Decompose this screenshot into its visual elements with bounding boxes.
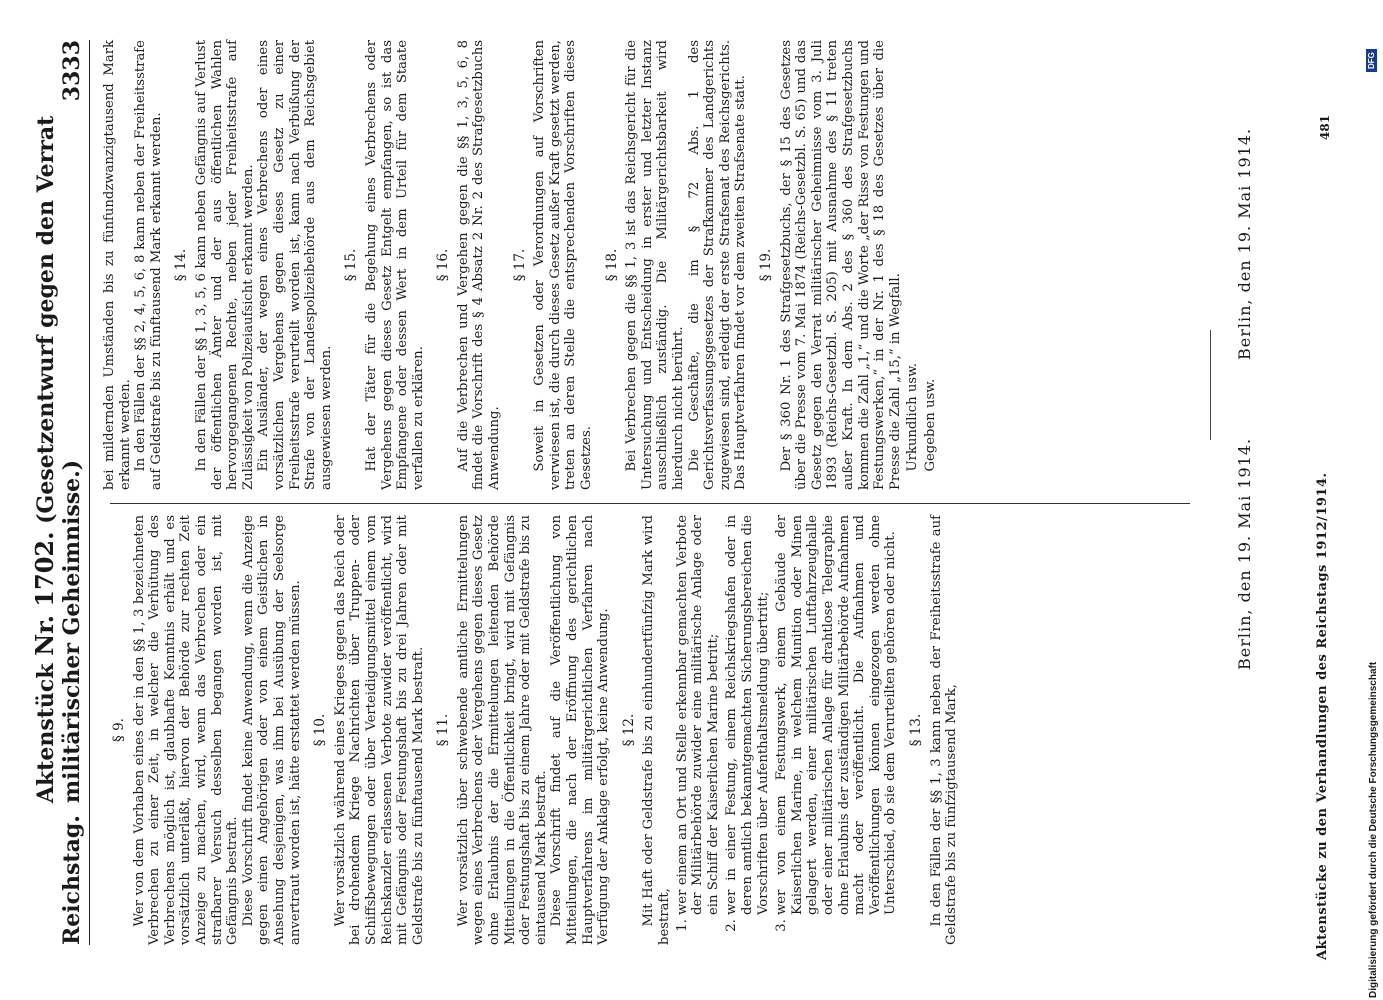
column-divider (110, 503, 1190, 504)
paragraph: Hat der Täter für die Begehung eines Verbrechens oder Vergehens gegen dieses Gesetz Entgelt empfangen, so ist das Empfangene oder dessen Wert in dem Urteil für dem Staate verfallen zu erklären. (363, 40, 426, 490)
page-header (30, 40, 90, 945)
paragraph: Auf die Verbrechen und Vergehen gegen die §§ 1, 3, 5, 6, 8 findet die Vorschrift des § 4 Absatz 2 Nr. 2 des Strafgesetzbuchs Anwendung. (455, 40, 503, 490)
paragraph: Soweit in Gesetzen oder Verordnungen auf Vorschriften verwiesen ist, die durch dieses Gesetz außer Kraft gesetzt werden, treten an deren Stelle die entsprechenden Vorschriften dieses Gesetzes. (532, 40, 595, 490)
section-heading: § 16. (435, 248, 452, 282)
section-heading: § 15. (343, 248, 360, 282)
dfg-logo: DFG (1366, 49, 1377, 72)
section-heading: § 18. (603, 248, 620, 282)
footer-collection-title: Aktenstücke zu den Verhandlungen des Reichstags 1912/1914. (1315, 472, 1330, 960)
numbered-list (675, 515, 899, 945)
right-column (102, 40, 939, 490)
digitization-note: Digitalisierung gefördert durch die Deutsche Forschungsgemeinschaft (1368, 661, 1379, 998)
section-heading: § 13. (907, 713, 924, 747)
section-heading: § 17. (511, 248, 528, 282)
paragraph: Die Geschäfte, die im § 72 Abs. 1 des Gerichtsverfassungsgesetzes der Strafkammer des Landgerichts zugewiesen sind, erledigt der erste Strafsenat des Reichsgerichts. Das Hauptverfahren findet vor dem zweiten Strafsenate statt. (686, 40, 749, 490)
left-column (102, 515, 960, 945)
signoff-line: Gegeben usw. (922, 378, 938, 472)
paragraph: Wer von dem Vorhaben eines der in den §§ 1, 3 bezeichneten Verbrechen zu einer Zeit, in welcher die Verhütung des Verbrechens möglich ist, glaubhafte Kenntnis erhält und es vorsätzlich unterläßt, hiervon der Behörde zur rechten Zeit Anzeige zu machen, wird, wenn das Verbrechen oder ein strafbarer Versuch desselben begangen worden ist, mit Gefängnis bestraft. (131, 515, 241, 945)
dateline-right: Berlin, den 19. Mai 1914. (1235, 127, 1254, 360)
section-heading: § 9. (111, 718, 127, 742)
paragraph: bei mildernden Umständen bis zu fünfundzwanzigtausend Mark erkannt werden. (102, 40, 133, 490)
signoff-line: Urkundlich usw. (905, 363, 921, 472)
footer-page-number: 481 (1318, 114, 1332, 140)
header-number: Nr. 1702. (30, 531, 59, 656)
paragraph: In den Fällen der §§ 1, 3, 5, 6 kann neben Gefängnis auf Verlust der öffentlichen Ämter und der aus öffentlichen Wahlen hervorgegangenen Rechte, neben jeder Freiheitsstrafe auf Zulässigkeit von Polizeiaufsicht erkannt werden. (193, 40, 256, 490)
header-left: Reichstag. (59, 815, 85, 945)
paragraph: Wer vorsätzlich während eines Krieges gegen das Reich oder bei drohendem Kriege Nachrichten über Truppen- oder Schiffsbewegungen oder über Verteidigungsmittel einem vom Reichskanzler erlassenen Verbote zuwider veröffentlicht, wird mit Gefängnis oder Festungshaft bis zu drei Jahren oder mit Geldstrafe bis zu fünftausend Mark bestraft. (332, 515, 426, 945)
section-heading: § 12. (620, 713, 637, 747)
list-item: 1. wer einem an Ort und Stelle erkennbar gemachten Verbote der Militärbehörde zuwider eine militärische Anlage oder ein Schiff der Kaiserlichen Marine betritt; (675, 515, 722, 915)
header-title-rest: (Gesetzentwurf gegen den Verrat militärischer Geheimnisse.) (33, 115, 85, 804)
paragraph: Diese Vorschrift findet auf die Veröffentlichung von Mitteilungen, die nach der Eröffnung des gerichtlichen Hauptverfahrens im militärgerichtlichen Verfahren nach Verfügung der Anklage erfolgt, keine Anwendung. (549, 515, 612, 945)
header-page-number: 3333 (59, 40, 85, 102)
section-heading: § 10. (312, 713, 329, 747)
short-rule (1210, 330, 1211, 440)
paragraph: In den Fällen der §§ 2, 4, 5, 6, 8 kann neben der Freiheitsstrafe auf Geldstrafe bis zu fünftausend Mark erkannt werden. (133, 40, 164, 490)
paragraph: Diese Vorschrift findet keine Anwendung, wenn die Anzeige gegen einen Angehörigen oder von einem Geistlichen in Ansehung desjenigen, was ihm bei Ausübung der Seelsorge anvertraut worden ist, hätte erstattet werden müssen. (240, 515, 303, 945)
header-title (30, 101, 85, 815)
list-item: 2. wer in einer Festung, einem Reichskriegshafen oder in deren amtlich bekanntgemachten Sicherungsbereichen die Vorschriften über Aufenthaltsmeldung übertritt; (724, 515, 771, 915)
paragraph: Mit Haft oder Geldstrafe bis zu einhundertfünfzig Mark wird bestraft, (641, 515, 672, 945)
paragraph: In den Fällen der §§ 1, 3 kann neben der Freiheitsstrafe auf Geldstrafe bis zu fünfzigtausend Mark, (928, 515, 960, 945)
paragraph: Wer vorsätzlich über schwebende amtliche Ermittelungen wegen eines Verbrechens oder Vergehens gegen dieses Gesetz ohne Erlaubnis der die Ermittelungen leitenden Behörde Mitteilungen in die Öffentlichkeit bringt, wird mit Gefängnis oder Festungshaft bis zu einem Jahre oder mit Geldstrafe bis zu eintausend Mark bestraft. (455, 515, 549, 945)
header-title-prefix: Aktenstück (33, 663, 59, 804)
paragraph: Der § 360 Nr. 1 des Strafgesetzbuchs, der § 15 des Gesetzes über die Presse vom 7. Mai 1874 (Reichs-Gesetzbl. S. 65) und das Gesetz gegen den Verrat militärischer Geheimnisse vom 3. Juli 1893 (Reichs-Gesetzbl. S. 205) mit Ausnahme des § 11 treten außer Kraft. In dem Abs. 2 des § 360 des Strafgesetzbuchs kommen die Zahl „1,“ und die Worte „der Risse von Festungen und Festungswerken,“ in der Nr. 1 des § 18 des Gesetzes über die Presse die Zahl „15,“ in Wegfall. (778, 40, 903, 490)
section-heading: § 11. (435, 713, 452, 747)
dateline-left: Berlin, den 19. Mai 1914. (1235, 437, 1254, 670)
paragraph: Ein Ausländer, der wegen eines Verbrechens oder eines vorsätzlichen Vergehens gegen dieses Gesetz zu einer Freiheitsstrafe verurteilt worden ist, kann nach Verbüßung der Strafe von der Landespolizeibehörde aus dem Reichsgebiet ausgewiesen werden. (256, 40, 334, 490)
list-item: 3. wer von einem Festungswerk, einem Gebäude der Kaiserlichen Marine, in welchem Munition oder Minen gelagert werden, einer militärischen Luftfahrzeughalle oder einer militärischen Anlage für drahtlose Telegraphie ohne Erlaubnis der zuständigen Militärbehörde Aufnahmen macht oder veröffentlicht. Die Aufnahmen und Veröffentlichungen können eingezogen werden ohne Unterschied, ob sie dem Verurteilten gehören oder nicht. (774, 515, 899, 915)
paragraph: Bei Verbrechen gegen die §§ 1, 3 ist das Reichsgericht für die Untersuchung und Entscheidung in erster und letzter Instanz ausschließlich zuständig. Die Militärgerichtsbarkeit wird hierdurch nicht berührt. (624, 40, 686, 490)
section-heading: § 19. (757, 248, 774, 282)
section-heading: § 14. (173, 248, 190, 282)
